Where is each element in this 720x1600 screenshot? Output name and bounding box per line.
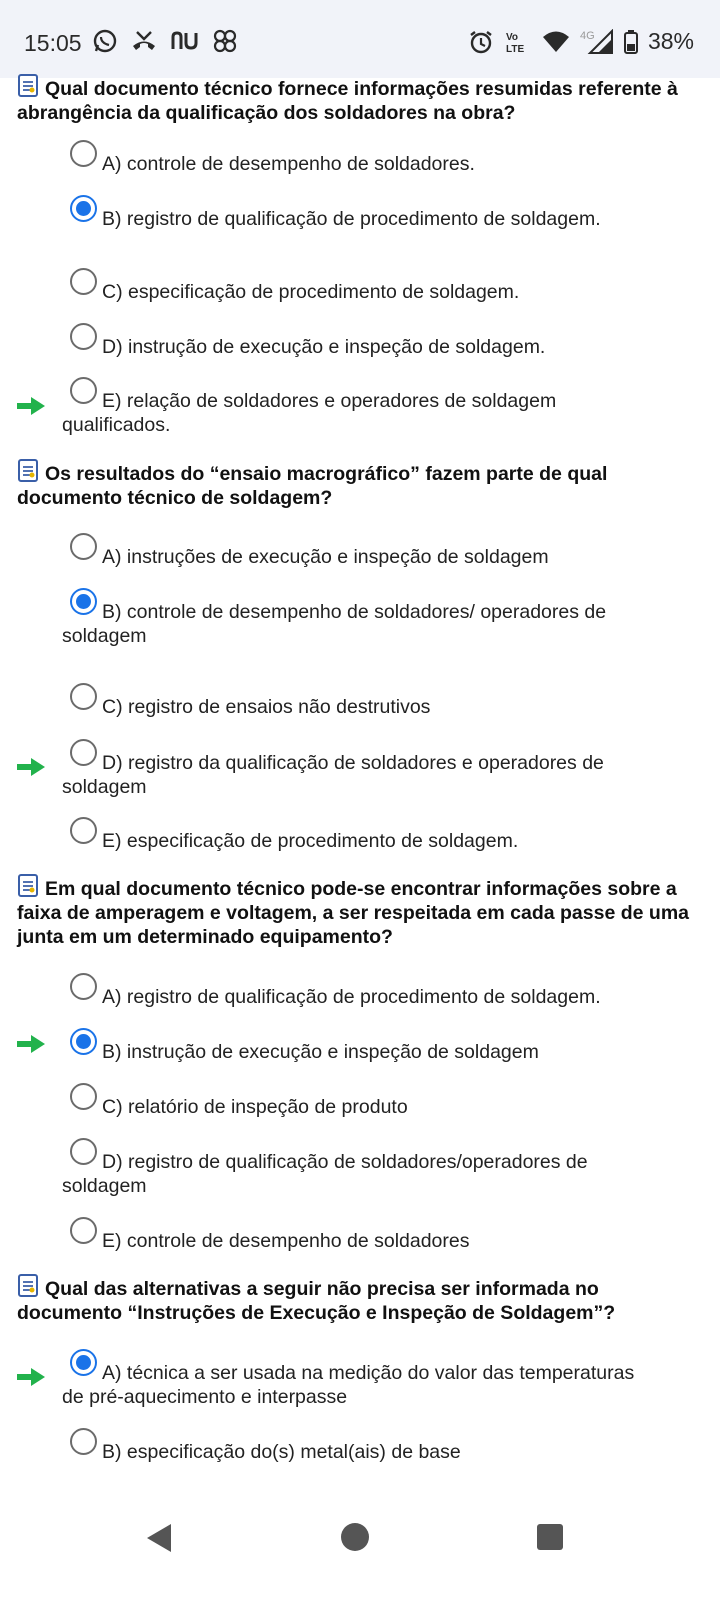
correct-answer-arrow-icon [17, 757, 47, 777]
battery-percent: 38% [647, 28, 694, 54]
correct-answer-arrow-icon [17, 1367, 47, 1387]
question-3-title: Em qual documento técnico pode-se encontrar informações sobre a faixa de amperagem e voltagem, a ser respeitada em cada passe de uma junta em um determinado equipamento? [17, 872, 707, 949]
question-4-option-a[interactable]: A) técnica a ser usada na medição do valor das temperaturas de pré-aquecimento e interpasse [62, 1361, 702, 1409]
radio-button[interactable] [70, 140, 97, 167]
quiz-content [0, 66, 720, 1490]
radio-button[interactable] [70, 1428, 97, 1455]
radio-button-selected[interactable] [70, 1028, 97, 1055]
radio-button-selected[interactable] [70, 195, 97, 222]
question-1-option-b[interactable]: B) registro de qualificação de procedimento de soldagem. [62, 207, 702, 231]
svg-text:LTE: LTE [505, 43, 525, 55]
notification-icons [92, 28, 238, 54]
signal-4g-icon [580, 29, 614, 55]
home-icon[interactable] [340, 1522, 370, 1552]
question-3-option-c[interactable]: C) relatório de inspeção de produto [62, 1095, 702, 1119]
whatsapp-icon [92, 28, 118, 54]
radio-button[interactable] [70, 817, 97, 844]
question-1-option-e[interactable]: E) relação de soldadores e operadores de soldagem qualificados. [62, 389, 702, 437]
pinwheel-icon [212, 28, 238, 54]
radio-button[interactable] [70, 377, 97, 404]
radio-button-selected[interactable] [70, 588, 97, 615]
radio-button[interactable] [70, 323, 97, 350]
question-2-title: Os resultados do “ensaio macrográfico” fazem parte de qual documento técnico de soldagem? [17, 457, 707, 510]
system-icons [468, 28, 694, 55]
radio-button[interactable] [70, 1083, 97, 1110]
status-time: 15:05 [24, 30, 82, 56]
question-2-option-a[interactable]: A) instruções de execução e inspeção de soldagem [62, 545, 702, 569]
document-icon [17, 1272, 39, 1298]
wifi-icon [542, 30, 570, 54]
question-3-option-b[interactable]: B) instrução de execução e inspeção de soldagem [62, 1040, 702, 1064]
radio-button[interactable] [70, 268, 97, 295]
question-1-option-c[interactable]: C) especificação de procedimento de soldagem. [62, 280, 702, 304]
document-icon [17, 872, 39, 898]
question-4 [17, 1272, 707, 1325]
nubank-icon [170, 29, 200, 53]
radio-button[interactable] [70, 973, 97, 1000]
question-1 [17, 72, 707, 125]
question-2-option-d[interactable]: D) registro da qualificação de soldadores e operadores de soldagem [62, 751, 702, 799]
svg-text:4G: 4G [579, 29, 595, 42]
question-1-option-a[interactable]: A) controle de desempenho de soldadores. [62, 152, 702, 176]
correct-answer-arrow-icon [17, 1034, 47, 1054]
question-2 [17, 457, 707, 510]
question-2-option-e[interactable]: E) especificação de procedimento de soldagem. [62, 829, 702, 853]
radio-button[interactable] [70, 739, 97, 766]
battery-icon [624, 30, 638, 54]
question-3-option-d[interactable]: D) registro de qualificação de soldadores/operadores de soldagem [62, 1150, 702, 1198]
question-1-option-d[interactable]: D) instrução de execução e inspeção de soldagem. [62, 335, 702, 359]
back-icon[interactable] [145, 1522, 173, 1554]
document-icon [17, 457, 39, 483]
correct-answer-arrow-icon [17, 396, 47, 416]
recent-apps-icon[interactable] [536, 1523, 564, 1551]
question-1-title: Qual documento técnico fornece informações resumidas referente à abrangência da qualificação dos soldadores na obra? [17, 72, 707, 125]
question-3-option-e[interactable]: E) controle de desempenho de soldadores [62, 1229, 702, 1253]
radio-button[interactable] [70, 683, 97, 710]
question-4-option-b[interactable]: B) especificação do(s) metal(ais) de base [62, 1440, 702, 1464]
document-icon [17, 72, 39, 98]
radio-button[interactable] [70, 1217, 97, 1244]
alarm-icon [468, 29, 494, 55]
question-2-option-b[interactable]: B) controle de desempenho de soldadores/ operadores de soldagem [62, 600, 702, 648]
radio-button[interactable] [70, 533, 97, 560]
question-3-option-a[interactable]: A) registro de qualificação de procedimento de soldagem. [62, 985, 702, 1009]
radio-button[interactable] [70, 1138, 97, 1165]
svg-text:Vo: Vo [505, 31, 518, 43]
volte-icon [504, 29, 532, 55]
missed-call-icon [130, 28, 158, 54]
question-2-option-c[interactable]: C) registro de ensaios não destrutivos [62, 695, 702, 719]
navigation-bar [0, 1490, 720, 1600]
question-3 [17, 872, 707, 949]
radio-button-selected[interactable] [70, 1349, 97, 1376]
question-4-title: Qual das alternativas a seguir não precisa ser informada no documento “Instruções de Execução e Inspeção de Soldagem”? [17, 1272, 707, 1325]
